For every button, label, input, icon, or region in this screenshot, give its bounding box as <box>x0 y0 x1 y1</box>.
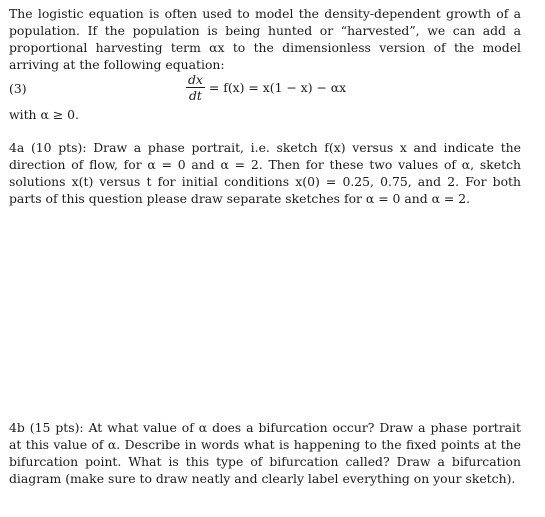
intro-paragraph: The logistic equation is often used to model the density-dependent growth of a population. If the population is being hunted or “harvested”, we can add a proportional harvesting term αx to the dimensionless version of the model arriving at the following equation: <box>9 6 521 72</box>
logistic-harvesting-equation <box>186 72 346 103</box>
equation-number: (3) <box>9 81 27 96</box>
fraction-denominator: dt <box>189 88 202 103</box>
fraction-numerator: dx <box>188 72 203 87</box>
derivative-fraction <box>186 72 205 103</box>
question-4a: 4a (10 pts): Draw a phase portrait, i.e. sketch f(x) versus x and indicate the direction of flow, for α = 0 and α = 2. Then for these two values of α, sketch solutions x(t) versus t for initial conditions x(0) = 0.25, 0.75, and 2. For both parts of this question please draw separate sketches for α = 0 and α = 2. <box>9 140 521 206</box>
question-4b: 4b (15 pts): At what value of α does a bifurcation occur? Draw a phase portrait at this value of α. Describe in words what is happening to the fixed points at the bifurcation point. What is this type of bifurcation called? Draw a bifurcation diagram (make sure to draw neatly and clearly label everything on your sketch). <box>9 420 521 486</box>
equation-rhs: = f(x) = x(1 − x) − αx <box>208 80 347 95</box>
alpha-condition: with α ≥ 0. <box>9 107 79 122</box>
